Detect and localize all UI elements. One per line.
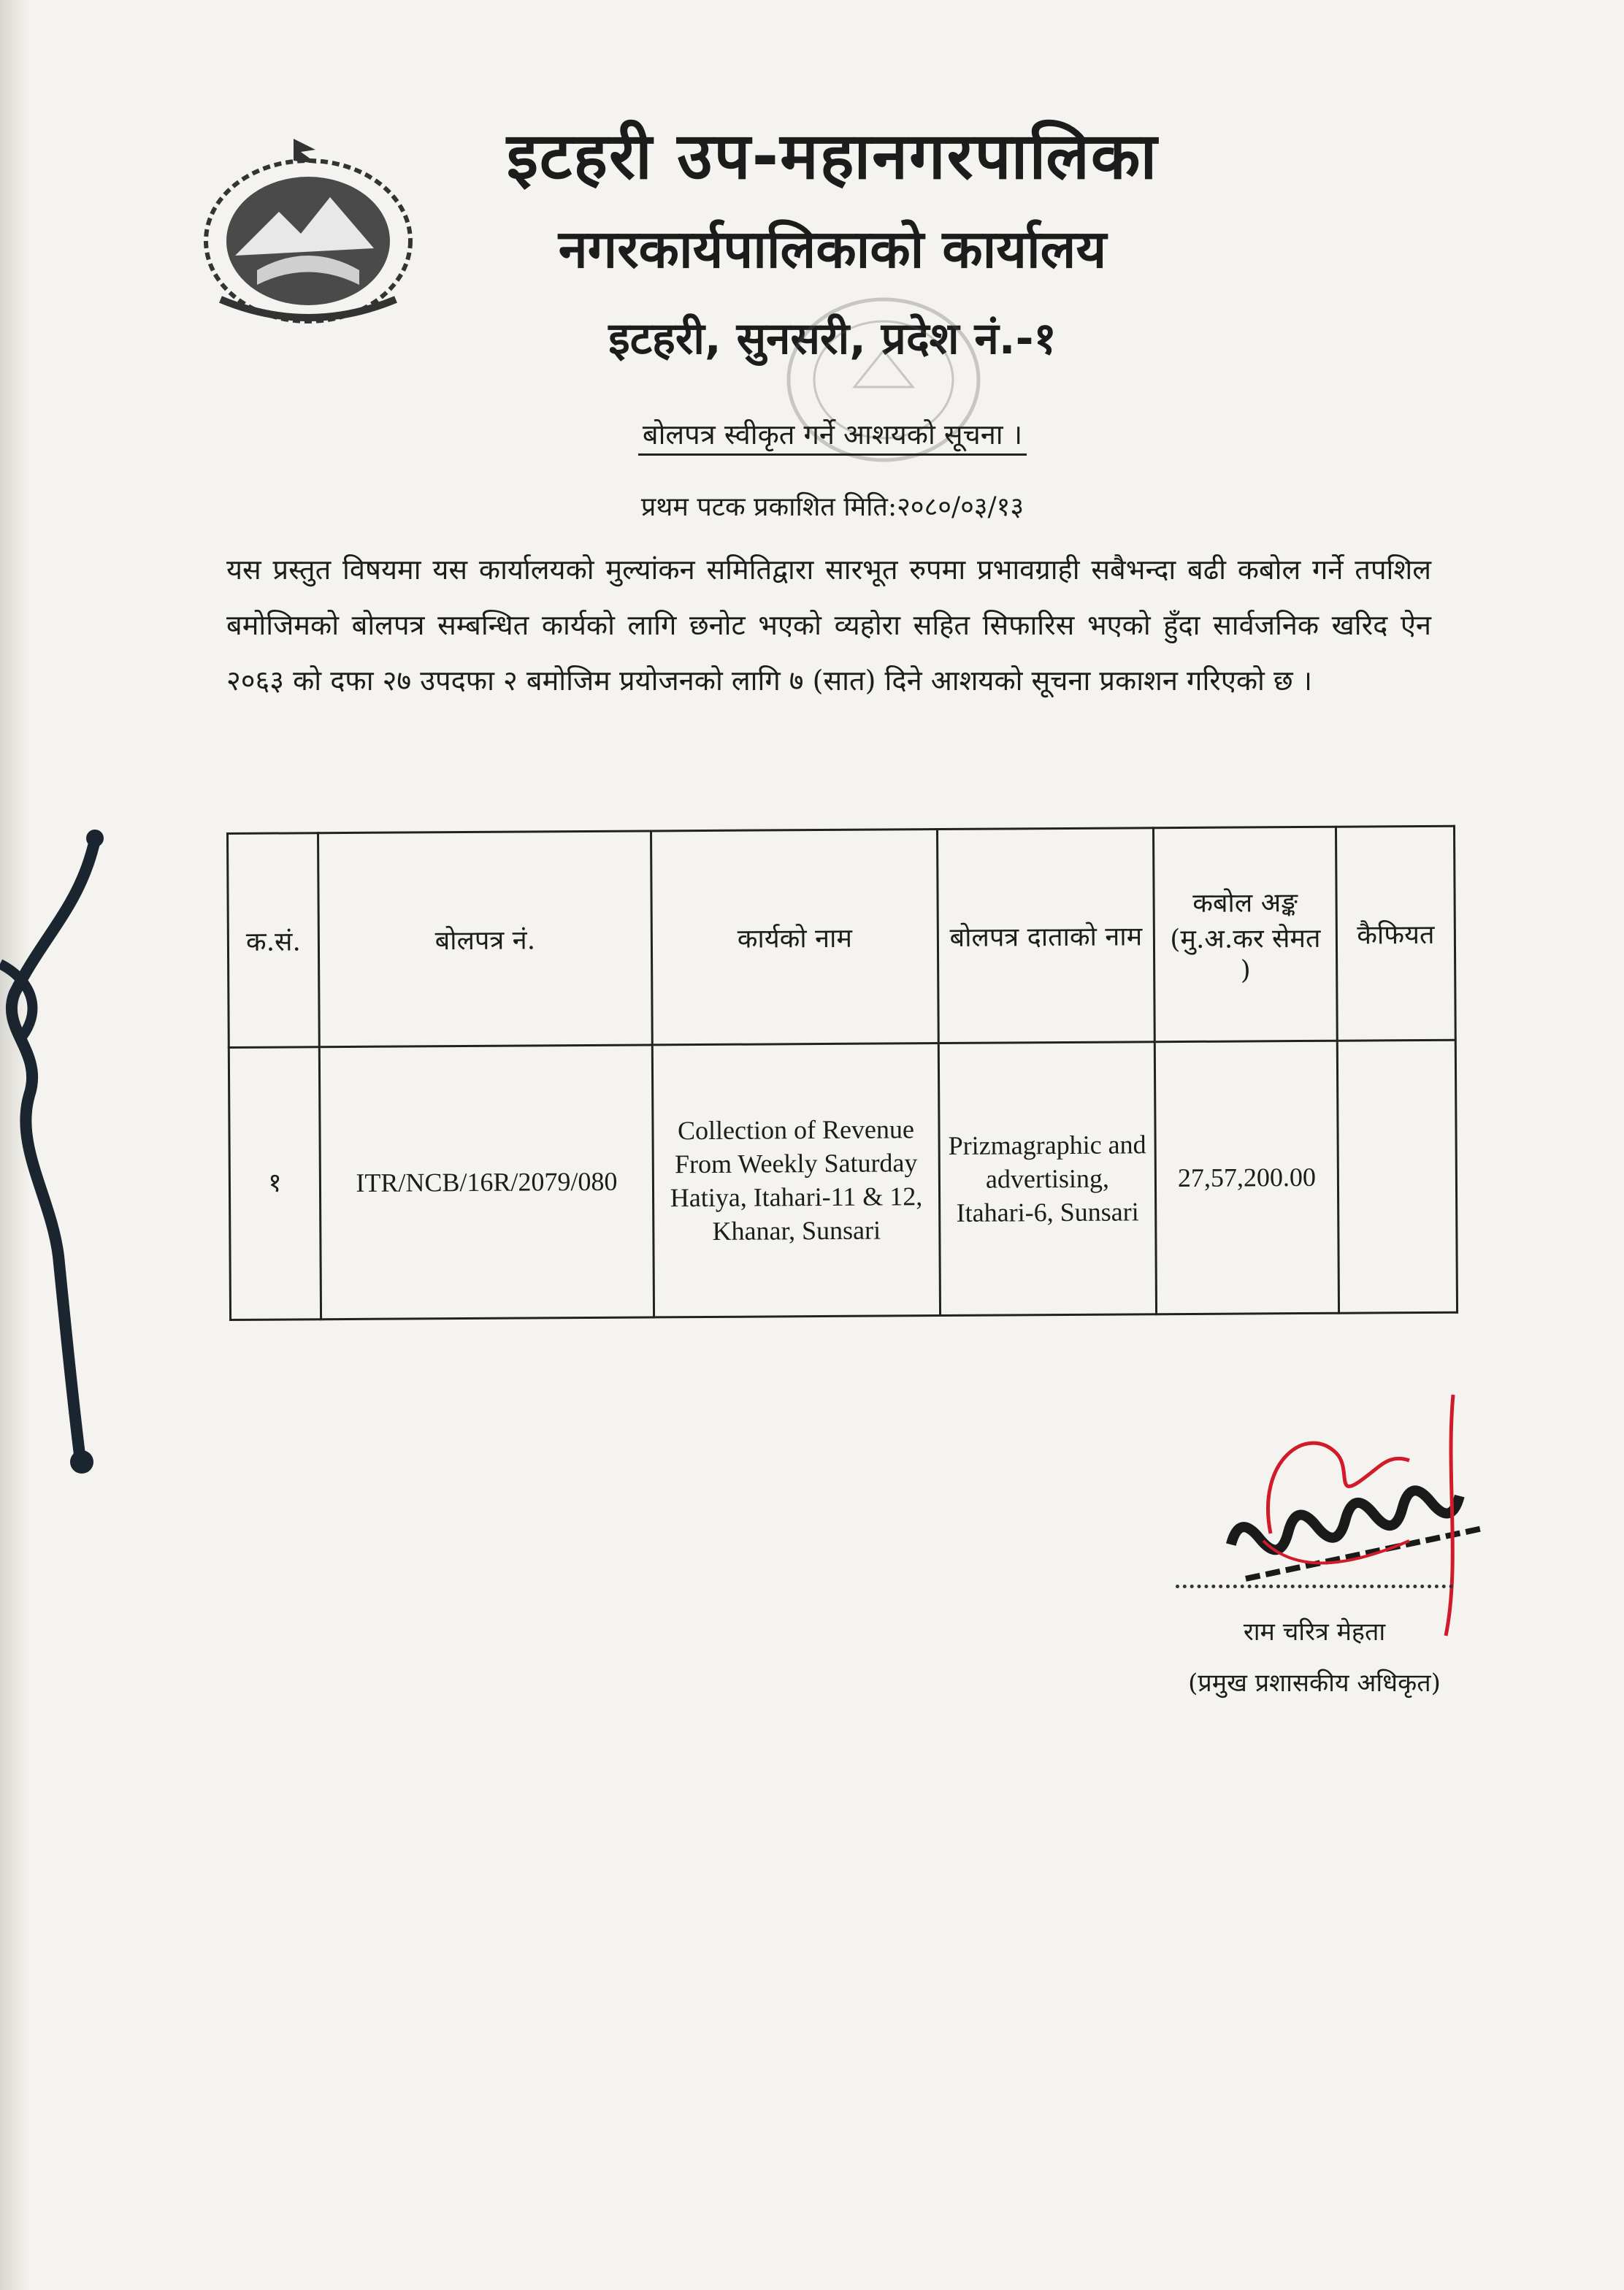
notice-body: यस प्रस्तुत विषयमा यस कार्यालयको मुल्यांकन समितिद्वारा सारभूत रुपमा प्रभावग्राही सबैभन्दा बढी कबोल गर्ने तपशिल बमोजिमको बोलपत्र सम्बन्धित कार्यको लागि छनोट भएको व्यहोरा सहित सिफारिस भएको हुँदा सार्वजनिक खरिद ऐन २०६३ को दफा २७ उपदफा २ बमोजिम प्रयोजनको लागि ७ (सात) दिने आशयको सूचना प्रकाशन गरिएको छ । bbox=[226, 554, 1431, 697]
cell-bid-amount: 27,57,200.00 bbox=[1154, 1041, 1338, 1314]
cell-work-name: Collection of Revenue From Weekly Saturday Hatiya, Itahari-11 & 12, Khanar, Sunsari bbox=[652, 1043, 940, 1317]
col-header-bid-amount: कबोल अङ्क (मु.अ.कर सेमत ) bbox=[1153, 827, 1337, 1042]
cell-remarks bbox=[1337, 1040, 1457, 1313]
cell-bidder-name: Prizmagraphic and advertising, Itahari-6, Sunsari bbox=[938, 1042, 1156, 1316]
published-date: प्रथम पटक प्रकाशित मिति:२०८०/०३/१३ bbox=[640, 492, 1024, 522]
nepal-emblem-icon bbox=[191, 131, 425, 329]
notice-subject-text: बोलपत्र स्वीकृत गर्ने आशयको सूचना । bbox=[638, 418, 1027, 456]
organization-name: इटहरी उप-महानगरपालिका bbox=[506, 118, 1159, 194]
office-name: नगरकार्यपालिकाको कार्यालय bbox=[558, 218, 1107, 280]
bid-table bbox=[226, 825, 1458, 1321]
col-header-remarks: कैफियत bbox=[1336, 826, 1455, 1041]
cell-bid-number: ITR/NCB/16R/2079/080 bbox=[319, 1045, 654, 1320]
signature-stamp-icon bbox=[1168, 1373, 1533, 1650]
col-header-bidder-name: बोलपत्र दाताको नाम bbox=[937, 828, 1154, 1043]
notice-subject bbox=[409, 415, 1256, 453]
table-header-row bbox=[228, 826, 1456, 1047]
col-header-work-name: कार्यको नाम bbox=[651, 830, 938, 1045]
cell-serial: १ bbox=[229, 1047, 321, 1320]
binding-string-icon bbox=[0, 818, 139, 1490]
signatory-title: (प्रमुख प्रशासकीय अधिकृत) bbox=[1188, 1669, 1441, 1698]
signatory-name: राम चरित्र मेहता bbox=[1243, 1617, 1386, 1647]
col-header-serial: क.सं. bbox=[228, 833, 320, 1048]
signature-line bbox=[1176, 1585, 1453, 1588]
col-header-bid-number: बोलपत्र नं. bbox=[318, 831, 653, 1047]
office-address: इटहरी, सुनसरी, प्रदेश नं.-१ bbox=[608, 313, 1057, 364]
table-row bbox=[229, 1040, 1457, 1320]
